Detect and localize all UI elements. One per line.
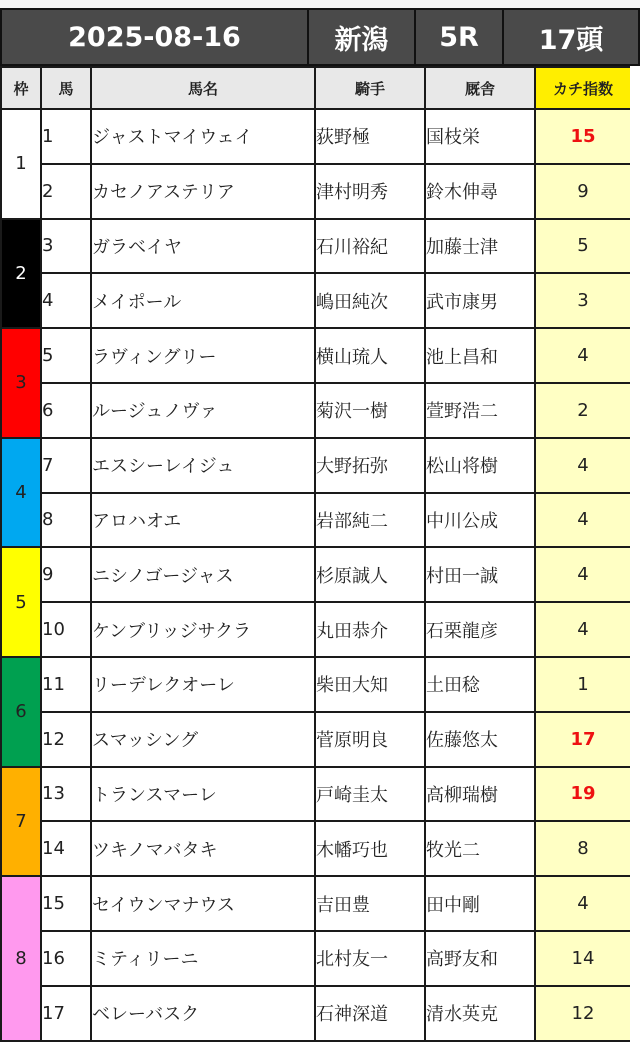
table-body — [1, 109, 631, 1041]
jockey-name: 北村友一 — [315, 931, 425, 986]
waku-cell: 4 — [1, 438, 41, 548]
kachi-index-value: 4 — [535, 547, 631, 602]
race-header — [0, 8, 640, 66]
jockey-name: 菅原明良 — [315, 712, 425, 767]
trainer-name: 国枝栄 — [425, 109, 535, 164]
horse-name: ガラベイヤ — [91, 219, 315, 274]
col-waku: 枠 — [1, 67, 41, 109]
horse-name: ルージュノヴァ — [91, 383, 315, 438]
horse-number: 7 — [41, 438, 91, 493]
waku-cell: 7 — [1, 767, 41, 877]
jockey-name: 柴田大知 — [315, 657, 425, 712]
table-row — [1, 383, 631, 438]
horse-number: 17 — [41, 986, 91, 1041]
jockey-name: 津村明秀 — [315, 164, 425, 219]
entries-table — [0, 66, 632, 1042]
jockey-name: 石川裕紀 — [315, 219, 425, 274]
kachi-index-value: 9 — [535, 164, 631, 219]
trainer-name: 池上昌和 — [425, 328, 535, 383]
kachi-index-value: 8 — [535, 821, 631, 876]
kachi-index-value: 5 — [535, 219, 631, 274]
horse-name: エスシーレイジュ — [91, 438, 315, 493]
trainer-name: 牧光二 — [425, 821, 535, 876]
horse-number: 15 — [41, 876, 91, 931]
jockey-name: 丸田恭介 — [315, 602, 425, 657]
trainer-name: 武市康男 — [425, 273, 535, 328]
horse-name: スマッシング — [91, 712, 315, 767]
kachi-index-value: 14 — [535, 931, 631, 986]
table-row — [1, 657, 631, 712]
top-strip — [0, 0, 640, 8]
waku-cell: 6 — [1, 657, 41, 767]
jockey-name: 嶋田純次 — [315, 273, 425, 328]
waku-cell: 3 — [1, 328, 41, 438]
col-trainer: 厩舎 — [425, 67, 535, 109]
kachi-index-value: 12 — [535, 986, 631, 1041]
kachi-index-value: 4 — [535, 328, 631, 383]
horse-name: ラヴィングリー — [91, 328, 315, 383]
table-row — [1, 547, 631, 602]
horse-name: ツキノマバタキ — [91, 821, 315, 876]
jockey-name: 大野拓弥 — [315, 438, 425, 493]
horse-number: 5 — [41, 328, 91, 383]
trainer-name: 村田一誠 — [425, 547, 535, 602]
jockey-name: 吉田豊 — [315, 876, 425, 931]
trainer-name: 清水英克 — [425, 986, 535, 1041]
horse-name: カセノアステリア — [91, 164, 315, 219]
trainer-name: 高柳瑞樹 — [425, 767, 535, 822]
trainer-name: 土田稔 — [425, 657, 535, 712]
table-row — [1, 109, 631, 164]
kachi-index-value: 4 — [535, 493, 631, 548]
jockey-name: 岩部純二 — [315, 493, 425, 548]
horse-number: 12 — [41, 712, 91, 767]
trainer-name: 加藤士津 — [425, 219, 535, 274]
table-row — [1, 821, 631, 876]
kachi-index-value: 3 — [535, 273, 631, 328]
trainer-name: 松山将樹 — [425, 438, 535, 493]
horse-number: 16 — [41, 931, 91, 986]
trainer-name: 高野友和 — [425, 931, 535, 986]
table-row — [1, 712, 631, 767]
trainer-name: 田中剛 — [425, 876, 535, 931]
waku-cell: 5 — [1, 547, 41, 657]
kachi-index-value: 19 — [535, 767, 631, 822]
trainer-name: 鈴木伸尋 — [425, 164, 535, 219]
kachi-index-value: 4 — [535, 876, 631, 931]
table-row — [1, 328, 631, 383]
field-size: 17頭 — [538, 24, 604, 56]
kachi-index-value: 2 — [535, 383, 631, 438]
table-row — [1, 493, 631, 548]
race-venue: 新潟 — [309, 10, 416, 64]
horse-number: 2 — [41, 164, 91, 219]
table-row — [1, 986, 631, 1041]
horse-number: 3 — [41, 219, 91, 274]
horse-name: ジャストマイウェイ — [91, 109, 315, 164]
col-kachi-index: カチ指数 — [535, 67, 631, 109]
jockey-name: 菊沢一樹 — [315, 383, 425, 438]
horse-number: 10 — [41, 602, 91, 657]
trainer-name: 中川公成 — [425, 493, 535, 548]
kachi-index-value: 1 — [535, 657, 631, 712]
col-uma: 馬 — [41, 67, 91, 109]
jockey-name: 木幡巧也 — [315, 821, 425, 876]
waku-cell: 8 — [1, 876, 41, 1040]
race-number: 5R — [416, 10, 504, 64]
trainer-name: 石栗龍彦 — [425, 602, 535, 657]
horse-number: 4 — [41, 273, 91, 328]
jockey-name: 荻野極 — [315, 109, 425, 164]
horse-name: ニシノゴージャス — [91, 547, 315, 602]
jockey-name: 杉原誠人 — [315, 547, 425, 602]
horse-name: セイウンマナウス — [91, 876, 315, 931]
horse-name: ケンブリッジサクラ — [91, 602, 315, 657]
kachi-index-value: 4 — [535, 602, 631, 657]
kachi-index-value: 15 — [535, 109, 631, 164]
horse-number: 14 — [41, 821, 91, 876]
trainer-name: 佐藤悠太 — [425, 712, 535, 767]
table-header-row — [1, 67, 631, 109]
kachi-index-value: 17 — [535, 712, 631, 767]
horse-number: 8 — [41, 493, 91, 548]
horse-name: ベレーバスク — [91, 986, 315, 1041]
horse-name: メイポール — [91, 273, 315, 328]
table-row — [1, 219, 631, 274]
table-row — [1, 164, 631, 219]
horse-name: トランスマーレ — [91, 767, 315, 822]
col-jockey: 騎手 — [315, 67, 425, 109]
horse-name: リーデレクオーレ — [91, 657, 315, 712]
race-date: 2025-08-16 — [2, 10, 309, 64]
horse-number: 11 — [41, 657, 91, 712]
jockey-name: 横山琉人 — [315, 328, 425, 383]
horse-name: ミティリーニ — [91, 931, 315, 986]
right-margin — [630, 66, 640, 1045]
table-row — [1, 931, 631, 986]
waku-cell: 2 — [1, 219, 41, 329]
waku-cell: 1 — [1, 109, 41, 219]
trainer-name: 萱野浩二 — [425, 383, 535, 438]
horse-name: アロハオエ — [91, 493, 315, 548]
table-row — [1, 438, 631, 493]
kachi-index-value: 4 — [535, 438, 631, 493]
horse-number: 6 — [41, 383, 91, 438]
horse-number: 13 — [41, 767, 91, 822]
table-row — [1, 273, 631, 328]
jockey-name: 石神深道 — [315, 986, 425, 1041]
horse-number: 1 — [41, 109, 91, 164]
jockey-name: 戸崎圭太 — [315, 767, 425, 822]
table-row — [1, 602, 631, 657]
col-horse-name: 馬名 — [91, 67, 315, 109]
table-row — [1, 876, 631, 931]
horse-number: 9 — [41, 547, 91, 602]
table-row — [1, 767, 631, 822]
